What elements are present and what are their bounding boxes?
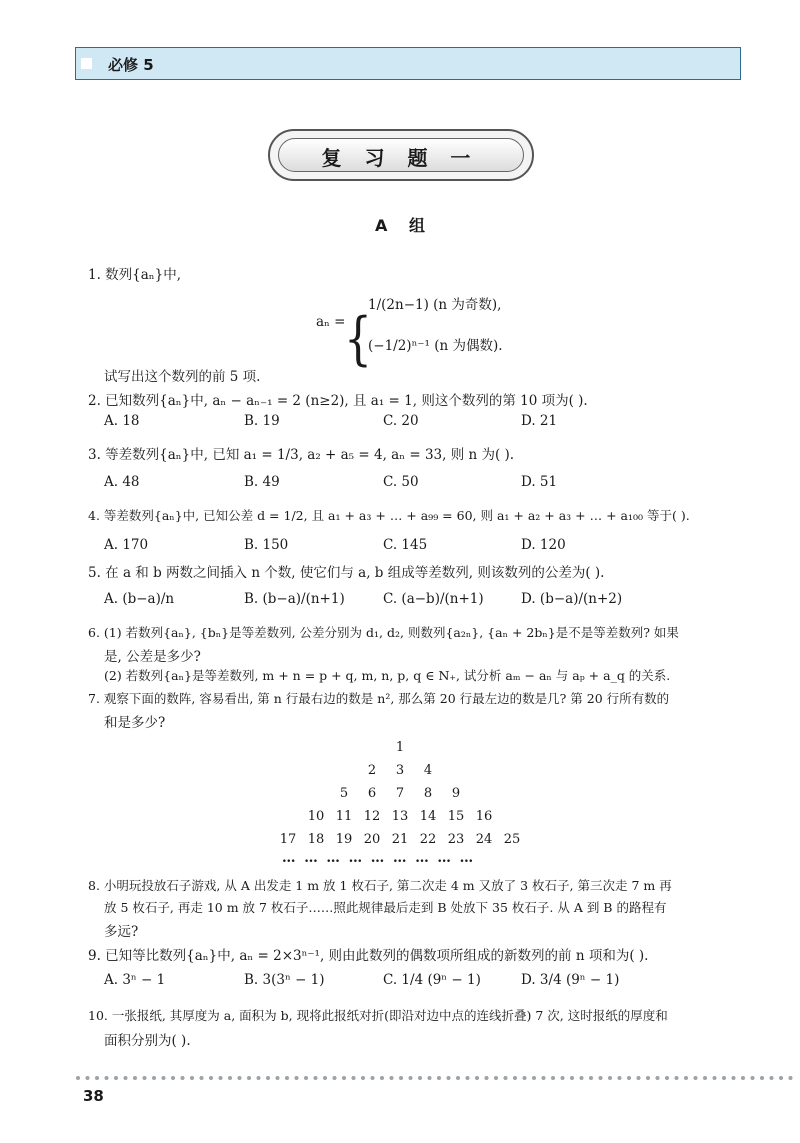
footer-dot — [105, 1076, 109, 1080]
pyramid-number: 9 — [451, 786, 461, 801]
problem-4-option-b: B. 150 — [244, 537, 289, 553]
footer-dot — [494, 1076, 498, 1080]
problem-6-line2: 是, 公差是多少? — [104, 649, 201, 665]
problem-5-option-d: D. (b−a)/(n+2) — [521, 591, 623, 607]
pyramid-number: 11 — [335, 809, 353, 824]
footer-dot — [637, 1076, 641, 1080]
footer-dot — [656, 1076, 660, 1080]
footer-dot — [627, 1076, 631, 1080]
problem-4-text: 4. 等差数列{aₙ}中, 已知公差 d = 1/2, 且 a₁ + a₃ + … + a₉₉ = 60, 则 a₁ + a₂ + a₃ + … + a₁₀₀ 等于( ). — [88, 508, 690, 523]
footer-dot — [675, 1076, 679, 1080]
footer-dot — [599, 1076, 603, 1080]
problem-3-option-d: D. 51 — [521, 474, 558, 490]
pyramid-number: 19 — [335, 832, 353, 847]
problem-9-text: 9. 已知等比数列{aₙ}中, aₙ = 2×3ⁿ⁻¹, 则由此数列的偶数项所组成的新数列的前 n 项和为( ). — [88, 948, 649, 964]
footer-dot — [523, 1076, 527, 1080]
footer-dot — [570, 1076, 574, 1080]
footer-dot — [475, 1076, 479, 1080]
footer-dot — [722, 1076, 726, 1080]
problem-1-formula-prefix: aₙ = — [316, 314, 346, 330]
pyramid-number: 25 — [503, 832, 521, 847]
footer-dot — [504, 1076, 508, 1080]
footer-dot — [732, 1076, 736, 1080]
footer-dot — [276, 1076, 280, 1080]
footer-dot — [532, 1076, 536, 1080]
footer-dot — [760, 1076, 764, 1080]
problem-2-option-a: A. 18 — [104, 413, 140, 429]
footer-dot — [285, 1076, 289, 1080]
pyramid-number: 8 — [423, 786, 433, 801]
pyramid-number: 20 — [363, 832, 381, 847]
footer-dot — [789, 1076, 793, 1080]
footer-dot — [95, 1076, 99, 1080]
pyramid-number: 22 — [419, 832, 437, 847]
pyramid-number: 6 — [367, 786, 377, 801]
footer-dot — [751, 1076, 755, 1080]
pyramid-number: 2 — [367, 763, 377, 778]
footer-dot — [551, 1076, 555, 1080]
footer-dot — [86, 1076, 90, 1080]
pyramid-number: 16 — [475, 809, 493, 824]
problem-8-line1: 8. 小明玩投放石子游戏, 从 A 出发走 1 m 放 1 枚石子, 第二次走 4 m 又放了 3 枚石子, 第三次走 7 m 再 — [88, 878, 672, 893]
footer-dot — [314, 1076, 318, 1080]
footer-dot — [561, 1076, 565, 1080]
footer-dot — [295, 1076, 299, 1080]
problem-3-option-c: C. 50 — [383, 474, 419, 490]
problem-1-line1: 1. 数列{aₙ}中, — [88, 267, 182, 283]
footer-dot — [257, 1076, 261, 1080]
pyramid-number: 10 — [307, 809, 325, 824]
footer-dot — [152, 1076, 156, 1080]
footer-dot — [304, 1076, 308, 1080]
footer-dot — [485, 1076, 489, 1080]
footer-dotted-divider — [75, 1075, 800, 1081]
footer-dot — [124, 1076, 128, 1080]
footer-dot — [228, 1076, 232, 1080]
problem-2-text: 2. 已知数列{aₙ}中, aₙ − aₙ₋₁ = 2 (n≥2), 且 a₁ = 1, 则这个数列的第 10 项为( ). — [88, 393, 588, 409]
header-square-icon — [81, 58, 92, 69]
problem-5-option-a: A. (b−a)/n — [104, 591, 175, 607]
footer-dot — [456, 1076, 460, 1080]
problem-3-option-b: B. 49 — [244, 474, 280, 490]
footer-dot — [770, 1076, 774, 1080]
footer-dot — [266, 1076, 270, 1080]
footer-dot — [466, 1076, 470, 1080]
footer-dot — [333, 1076, 337, 1080]
footer-dot — [114, 1076, 118, 1080]
header-title: 必修 5 — [108, 56, 154, 74]
footer-dot — [646, 1076, 650, 1080]
pyramid-number: 14 — [419, 809, 437, 824]
problem-4-option-a: A. 170 — [104, 537, 149, 553]
footer-dot — [390, 1076, 394, 1080]
problem-4-option-d: D. 120 — [521, 537, 566, 553]
problem-10-line2: 面积分别为( ). — [104, 1033, 191, 1049]
footer-dot — [247, 1076, 251, 1080]
problem-9-option-b: B. 3(3ⁿ − 1) — [244, 972, 325, 988]
problem-3-text: 3. 等差数列{aₙ}中, 已知 a₁ = 1/3, a₂ + a₅ = 4, aₙ = 33, 则 n 为( ). — [88, 447, 515, 463]
footer-dot — [665, 1076, 669, 1080]
pyramid-number: 4 — [423, 763, 433, 778]
problem-9-option-d: D. 3/4 (9ⁿ − 1) — [521, 972, 620, 988]
problem-5-text: 5. 在 a 和 b 两数之间插入 n 个数, 使它们与 a, b 组成等差数列, 则该数列的公差为( ). — [88, 565, 605, 581]
footer-dot — [171, 1076, 175, 1080]
pyramid-number: 13 — [391, 809, 409, 824]
footer-dot — [399, 1076, 403, 1080]
footer-dot — [589, 1076, 593, 1080]
footer-dot — [133, 1076, 137, 1080]
problem-2-option-d: D. 21 — [521, 413, 558, 429]
problem-8-line3: 多远? — [104, 924, 139, 940]
group-title: A 组 — [375, 216, 425, 235]
problem-1-case2: (−1/2)ⁿ⁻¹ (n 为偶数). — [368, 338, 503, 354]
footer-dot — [190, 1076, 194, 1080]
banner-title: 复 习 题 一 — [321, 146, 479, 170]
footer-dot — [542, 1076, 546, 1080]
footer-dot — [219, 1076, 223, 1080]
footer-dot — [238, 1076, 242, 1080]
pyramid-number: 23 — [447, 832, 465, 847]
footer-dot — [779, 1076, 783, 1080]
pyramid-number: 7 — [395, 786, 405, 801]
pyramid-number: 3 — [395, 763, 405, 778]
pyramid-number: 24 — [475, 832, 493, 847]
footer-dot — [323, 1076, 327, 1080]
footer-dot — [513, 1076, 517, 1080]
footer-dot — [741, 1076, 745, 1080]
problem-5-option-c: C. (a−b)/(n+1) — [383, 591, 484, 607]
pyramid-number: 5 — [339, 786, 349, 801]
problem-2-option-c: C. 20 — [383, 413, 419, 429]
footer-dot — [418, 1076, 422, 1080]
footer-dot — [703, 1076, 707, 1080]
pyramid-number: 1 — [395, 740, 405, 755]
pyramid-ellipsis: … … … … … … … … … — [282, 850, 476, 866]
footer-dot — [76, 1076, 80, 1080]
footer-dot — [684, 1076, 688, 1080]
footer-dot — [580, 1076, 584, 1080]
pyramid-number: 18 — [307, 832, 325, 847]
footer-dot — [618, 1076, 622, 1080]
footer-dot — [181, 1076, 185, 1080]
footer-dot — [352, 1076, 356, 1080]
footer-dot — [608, 1076, 612, 1080]
footer-dot — [409, 1076, 413, 1080]
problem-6-line1: 6. (1) 若数列{aₙ}, {bₙ}是等差数列, 公差分别为 d₁, d₂, 则数列{a₂ₙ}, {aₙ + 2bₙ}是不是等差数列? 如果 — [88, 625, 679, 640]
problem-1-case1: 1/(2n−1) (n 为奇数), — [368, 297, 502, 313]
page-number: 38 — [83, 1087, 104, 1105]
problem-5-option-b: B. (b−a)/(n+1) — [244, 591, 345, 607]
footer-dot — [200, 1076, 204, 1080]
footer-dot — [371, 1076, 375, 1080]
problem-10-line1: 10. 一张报纸, 其厚度为 a, 面积为 b, 现将此报纸对折(即沿对边中点的连线折叠) 7 次, 这时报纸的厚度和 — [88, 1008, 668, 1023]
pyramid-number: 21 — [391, 832, 409, 847]
problem-3-option-a: A. 48 — [104, 474, 140, 490]
pyramid-number: 15 — [447, 809, 465, 824]
brace-icon: { — [344, 306, 372, 373]
footer-dot — [437, 1076, 441, 1080]
problem-4-option-c: C. 145 — [383, 537, 428, 553]
footer-dot — [342, 1076, 346, 1080]
pyramid-number: 12 — [363, 809, 381, 824]
problem-8-line2: 放 5 枚石子, 再走 10 m 放 7 枚石子……照此规律最后走到 B 处放下 35 枚石子. 从 A 到 B 的路程有 — [104, 900, 667, 915]
footer-dot — [713, 1076, 717, 1080]
footer-dot — [209, 1076, 213, 1080]
footer-dot — [361, 1076, 365, 1080]
footer-dot — [143, 1076, 147, 1080]
footer-dot — [428, 1076, 432, 1080]
problem-7-line1: 7. 观察下面的数阵, 容易看出, 第 n 行最右边的数是 n², 那么第 20 行最左边的数是几? 第 20 行所有数的 — [88, 691, 670, 706]
problem-2-option-b: B. 19 — [244, 413, 280, 429]
footer-dot — [380, 1076, 384, 1080]
footer-dot — [162, 1076, 166, 1080]
footer-dot — [694, 1076, 698, 1080]
problem-9-option-a: A. 3ⁿ − 1 — [104, 972, 166, 988]
footer-dot — [447, 1076, 451, 1080]
section-header-bar — [75, 47, 741, 80]
problem-9-option-c: C. 1/4 (9ⁿ − 1) — [383, 972, 481, 988]
problem-7-line2: 和是多少? — [104, 715, 166, 731]
problem-6-line3: (2) 若数列{aₙ}是等差数列, m + n = p + q, m, n, p, q ∈ N₊, 试分析 aₘ − aₙ 与 aₚ + a_q 的关系. — [104, 668, 671, 683]
problem-1-line2: 试写出这个数列的前 5 项. — [104, 369, 261, 385]
pyramid-number: 17 — [279, 832, 297, 847]
